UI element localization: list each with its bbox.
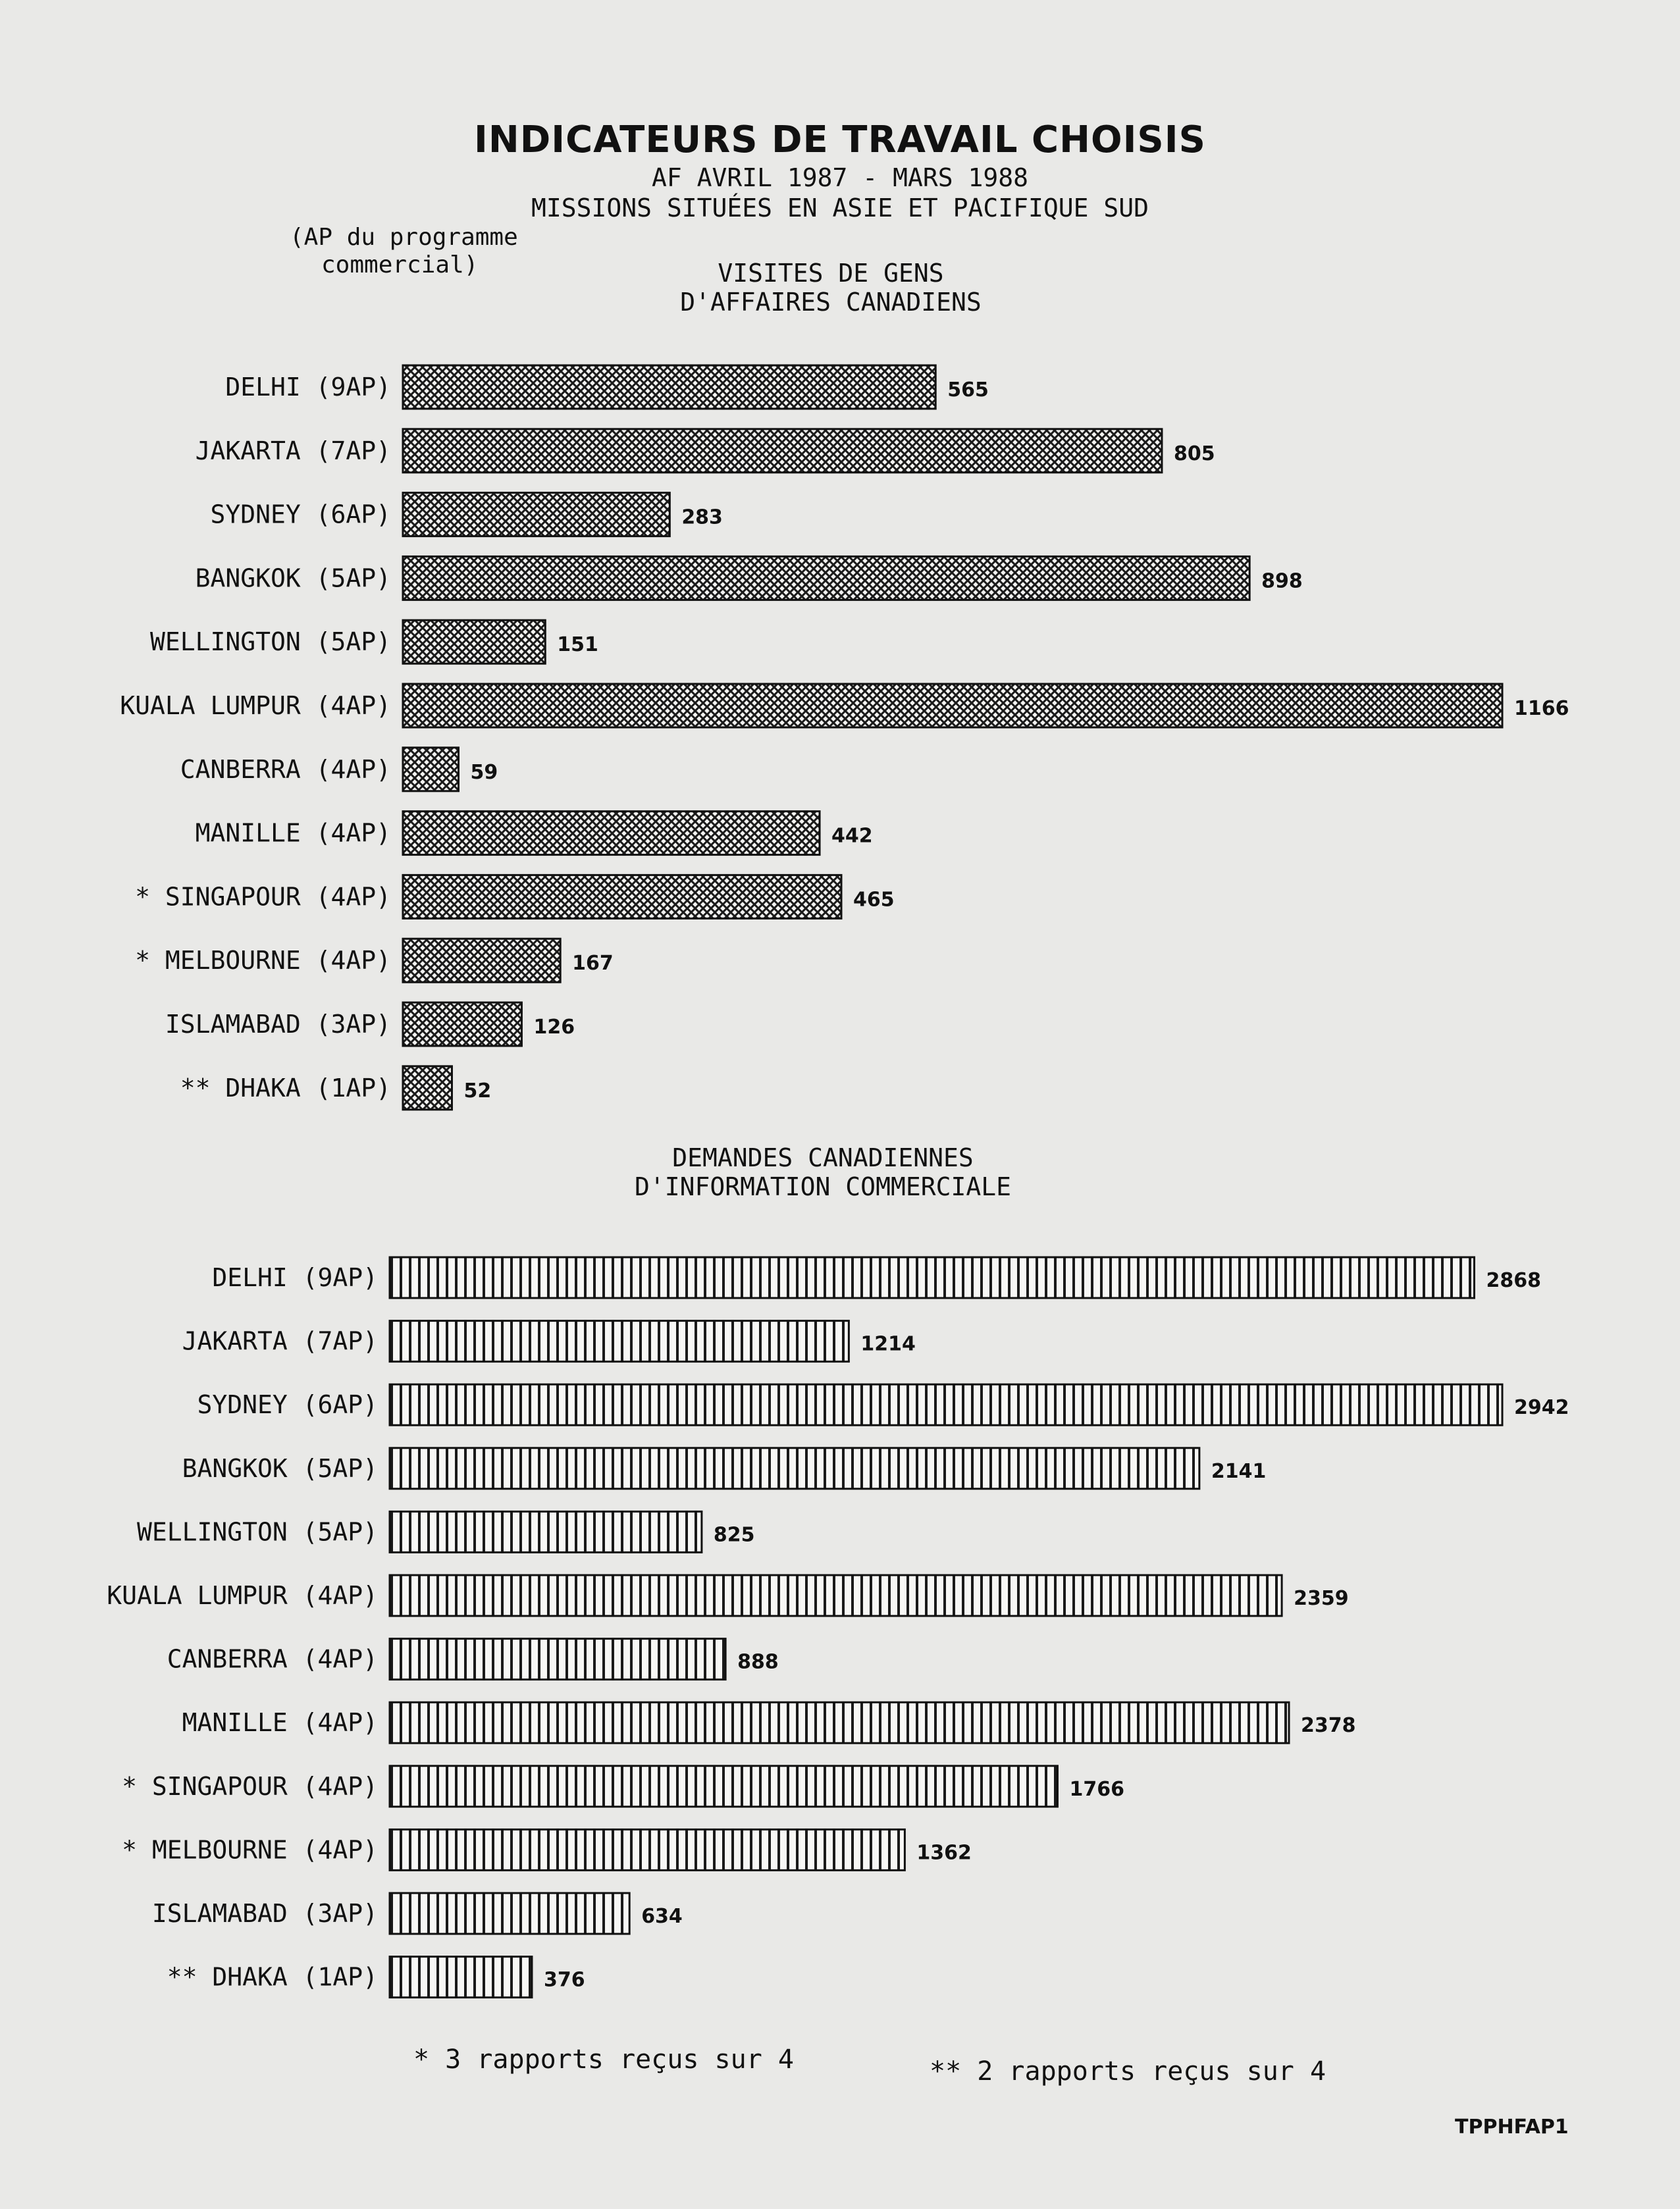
chart1-value-label: 167 xyxy=(572,952,614,975)
chart2-category-label: DELHI (9AP) xyxy=(212,1263,378,1292)
chart1-bar xyxy=(403,939,560,982)
chart2-bar xyxy=(390,1321,849,1362)
chart2-value-label: 2868 xyxy=(1486,1269,1541,1292)
chart1-value-label: 283 xyxy=(681,506,723,529)
chart1-bar xyxy=(403,875,841,918)
chart1-value-label: 59 xyxy=(470,760,498,784)
chart1-category-label: * SINGAPOUR (4AP) xyxy=(135,882,391,912)
chart1-category-label: ** DHAKA (1AP) xyxy=(180,1073,391,1103)
chart1-bar xyxy=(403,1066,452,1110)
chart2-title-line-2: D'INFORMATION COMMERCIALE xyxy=(635,1172,1011,1201)
chart1-value-label: 151 xyxy=(557,633,598,657)
chart1-category-label: ISLAMABAD (3AP) xyxy=(165,1010,391,1039)
chart1-value-label: 898 xyxy=(1261,569,1303,593)
chart2-bar xyxy=(390,1957,532,1998)
page-subtitle-region: MISSIONS SITUÉES EN ASIE ET PACIFIQUE SUD xyxy=(531,194,1149,222)
chart2-bar xyxy=(390,1893,629,1934)
chart2-category-label: WELLINGTON (5AP) xyxy=(136,1517,378,1547)
chart2-category-label: CANBERRA (4AP) xyxy=(167,1644,378,1674)
chart1-bar xyxy=(403,684,1502,727)
chart2-value-label: 1766 xyxy=(1069,1777,1124,1801)
chart2-value-label: 376 xyxy=(543,1968,585,1992)
chart2-value-label: 2141 xyxy=(1211,1459,1267,1483)
chart1-category-label: JAKARTA (7AP) xyxy=(195,436,391,465)
chart1-value-label: 442 xyxy=(831,824,873,848)
chart1-bar xyxy=(403,493,669,536)
chart1-value-label: 465 xyxy=(853,888,895,912)
chart1-bar xyxy=(403,1002,521,1046)
chart2-category-label: ISLAMABAD (3AP) xyxy=(151,1899,378,1928)
chart2-bar xyxy=(390,1448,1199,1489)
chart1-bar xyxy=(403,556,1249,600)
chart2-category-label: MANILLE (4AP) xyxy=(182,1708,378,1738)
page-title: INDICATEURS DE TRAVAIL CHOISIS xyxy=(474,118,1206,161)
chart2-category-label: * MELBOURNE (4AP) xyxy=(122,1835,378,1865)
chart2-value-label: 2378 xyxy=(1301,1714,1356,1738)
document-code: TPPHFAP1 xyxy=(1455,2116,1569,2139)
chart1-bar xyxy=(403,748,459,791)
chart1-category-label: * MELBOURNE (4AP) xyxy=(135,946,391,975)
chart1-value-label: 565 xyxy=(947,378,989,402)
program-note-line1: (AP du programme xyxy=(290,224,518,251)
chart2-bar xyxy=(390,1257,1474,1298)
chart1-value-label: 52 xyxy=(463,1079,492,1103)
chart1-category-label: CANBERRA (4AP) xyxy=(180,754,391,784)
chart2-category-label: JAKARTA (7AP) xyxy=(182,1326,378,1356)
chart2-category-label: SYDNEY (6AP) xyxy=(197,1390,378,1420)
chart2-value-label: 2942 xyxy=(1514,1396,1569,1420)
chart2-category-label: BANGKOK (5AP) xyxy=(182,1453,378,1483)
footnote-two-reports: ** 2 rapports reçus sur 4 xyxy=(930,2056,1326,2087)
page-subtitle-period: AF AVRIL 1987 - MARS 1988 xyxy=(652,163,1028,192)
chart2-bar xyxy=(390,1766,1057,1807)
chart1-value-label: 1166 xyxy=(1514,697,1569,720)
chart2-value-label: 2359 xyxy=(1294,1587,1349,1610)
chart2-title-line-1: DEMANDES CANADIENNES xyxy=(672,1143,974,1172)
chart2-bar xyxy=(390,1511,702,1552)
chart1-bar xyxy=(403,620,545,663)
chart1-bar xyxy=(403,365,935,409)
chart2-bar xyxy=(390,1639,725,1680)
chart2-value-label: 825 xyxy=(713,1523,755,1547)
chart1-value-label: 126 xyxy=(533,1016,575,1039)
chart2-value-label: 888 xyxy=(737,1650,779,1674)
chart1-category-label: MANILLE (4AP) xyxy=(195,818,391,848)
chart1-bar xyxy=(403,812,820,855)
chart1-category-label: KUALA LUMPUR (4AP) xyxy=(120,691,391,720)
chart2-category-label: ** DHAKA (1AP) xyxy=(167,1962,378,1992)
chart2-category-label: KUALA LUMPUR (4AP) xyxy=(107,1581,378,1610)
chart1-bar xyxy=(403,429,1162,473)
chart2-category-label: * SINGAPOUR (4AP) xyxy=(122,1771,378,1801)
chart1-category-label: SYDNEY (6AP) xyxy=(210,500,391,529)
chart1-value-label: 805 xyxy=(1173,442,1215,465)
footnote-three-reports: * 3 rapports reçus sur 4 xyxy=(413,2044,794,2075)
chart2-value-label: 634 xyxy=(641,1905,683,1928)
chart1-title-line-1: VISITES DE GENS xyxy=(718,259,944,288)
chart2-value-label: 1214 xyxy=(860,1332,916,1356)
chart2-bar xyxy=(390,1829,905,1870)
chart1-category-label: WELLINGTON (5AP) xyxy=(149,627,391,657)
chart2-value-label: 1362 xyxy=(916,1841,972,1865)
program-note-line2: commercial) xyxy=(321,251,479,278)
chart2-bar xyxy=(390,1575,1282,1616)
chart1-title-line-2: D'AFFAIRES CANADIENS xyxy=(680,288,982,317)
chart1-category-label: DELHI (9AP) xyxy=(225,373,391,402)
chart2-bar xyxy=(390,1384,1502,1425)
chart1-category-label: BANGKOK (5AP) xyxy=(195,563,391,593)
chart2-bar xyxy=(390,1702,1289,1743)
